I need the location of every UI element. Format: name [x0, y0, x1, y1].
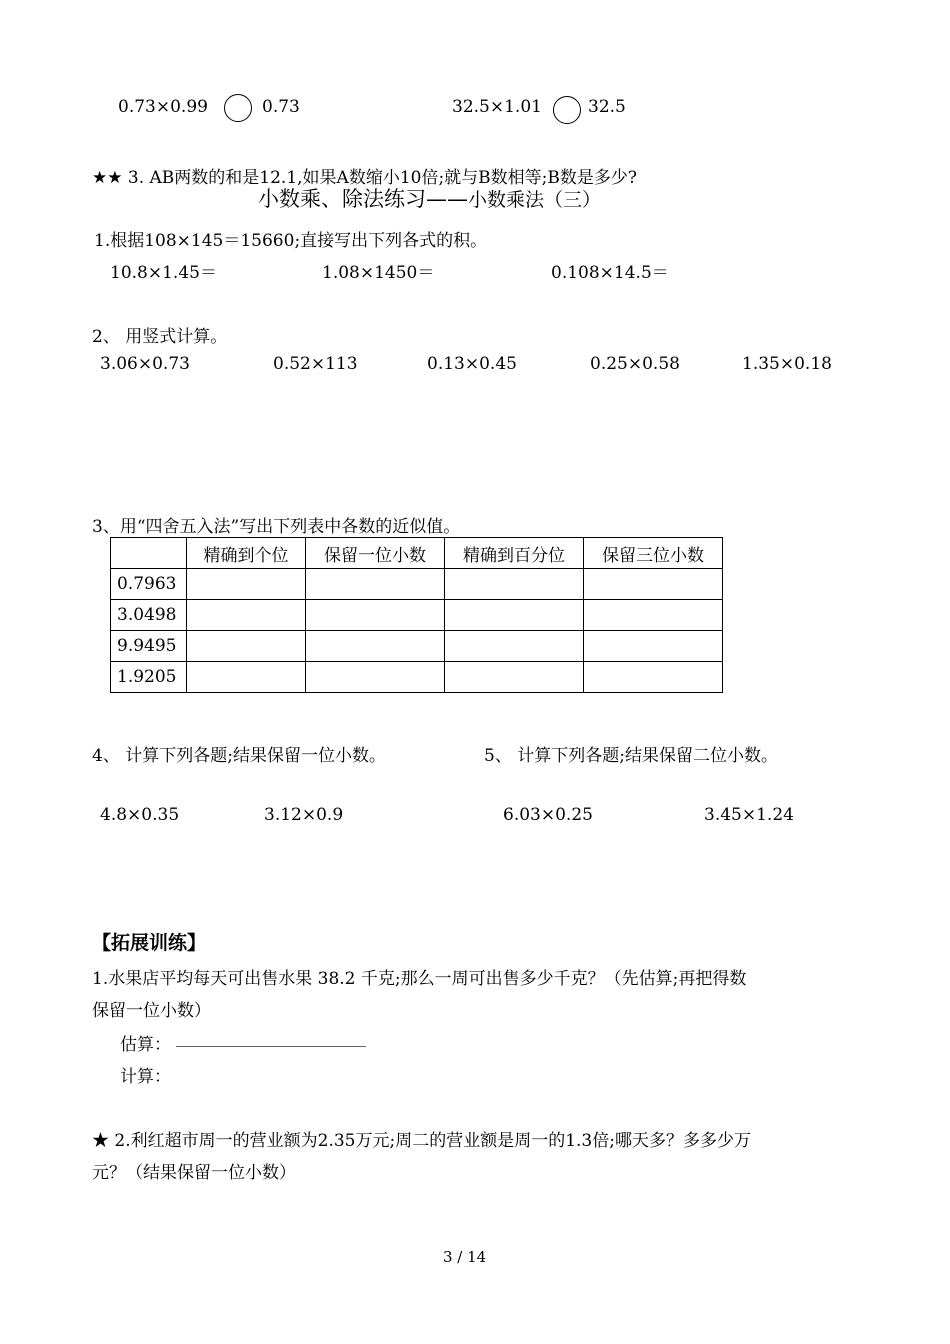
question-text: 3. AB两数的和是12.1,如果A数缩小10倍;就与B数相等;B数是多少? [127, 168, 638, 188]
q1-item: 0.108×14.5＝ [551, 263, 669, 283]
answer-cell[interactable] [584, 631, 723, 662]
question-4-text: 4、 计算下列各题;结果保留一位小数。 [92, 746, 386, 766]
answer-cell[interactable] [306, 600, 445, 631]
answer-cell[interactable] [584, 662, 723, 693]
page-number: 3 / 14 [443, 1248, 487, 1266]
extension-heading: 【拓展训练】 [92, 932, 207, 954]
table-header-cell: 保留一位小数 [306, 538, 445, 569]
question-2-text: 2、 用竖式计算。 [92, 327, 228, 347]
calculate-label: 计算： [120, 1067, 171, 1087]
q45-item: 3.45×1.24 [704, 805, 794, 825]
table-row [111, 631, 723, 662]
estimate-answer-line[interactable] [176, 1046, 366, 1047]
q2-item: 3.06×0.73 [100, 354, 190, 374]
section-title-sub: 小数乘法（三） [468, 189, 602, 211]
compare-left-rhs: 0.73 [262, 97, 300, 117]
section-title-main: 小数乘、除法练习—— [258, 187, 468, 211]
answer-cell[interactable] [187, 600, 306, 631]
answer-cell[interactable] [584, 569, 723, 600]
table-row-number: 9.9495 [111, 631, 187, 662]
answer-cell[interactable] [584, 600, 723, 631]
answer-cell[interactable] [187, 569, 306, 600]
q2-item: 0.13×0.45 [427, 354, 517, 374]
table-header-row [111, 538, 723, 569]
table-row-number: 0.7963 [111, 569, 187, 600]
table-row-number: 3.0498 [111, 600, 187, 631]
answer-cell[interactable] [306, 631, 445, 662]
compare-circle-blank[interactable] [224, 94, 252, 122]
extension-problem-2-line-2: 元？（结果保留一位小数） [92, 1163, 296, 1183]
table-header-cell: 精确到百分位 [445, 538, 584, 569]
compare-right-rhs: 32.5 [588, 97, 626, 117]
extension-problem-1-line-1: 1.水果店平均每天可出售水果 38.2 千克;那么一周可出售多少千克？（先估算;再把得数 [92, 969, 747, 989]
q2-item: 1.35×0.18 [742, 354, 832, 374]
answer-cell[interactable] [306, 662, 445, 693]
q1-item: 1.08×1450＝ [322, 263, 435, 283]
table-row-number: 1.9205 [111, 662, 187, 693]
extension-problem-1-line-2: 保留一位小数） [92, 1001, 211, 1021]
star-icon: ★★ [92, 168, 123, 188]
table-row [111, 569, 723, 600]
star-icon: ★ [92, 1131, 109, 1151]
table-header-cell: 保留三位小数 [584, 538, 723, 569]
answer-cell[interactable] [187, 631, 306, 662]
answer-cell[interactable] [445, 569, 584, 600]
answer-cell[interactable] [445, 600, 584, 631]
q45-item: 4.8×0.35 [100, 805, 180, 825]
table-row [111, 662, 723, 693]
q45-item: 6.03×0.25 [503, 805, 593, 825]
table-header-cell [111, 538, 187, 569]
q1-item: 10.8×1.45＝ [110, 263, 217, 283]
answer-cell[interactable] [445, 631, 584, 662]
answer-cell[interactable] [306, 569, 445, 600]
compare-right-expr: 32.5×1.01 [452, 97, 542, 117]
compare-circle-blank[interactable] [553, 96, 581, 124]
answer-cell[interactable] [445, 662, 584, 693]
extension-problem-2-line-1 [92, 1126, 751, 1151]
answer-cell[interactable] [187, 662, 306, 693]
estimate-label: 估算： [120, 1035, 171, 1055]
question-1-text: 1.根据108×145＝15660;直接写出下列各式的积。 [94, 231, 488, 251]
section-title [258, 183, 601, 213]
question-5-text: 5、 计算下列各题;结果保留二位小数。 [484, 746, 778, 766]
problem-2-text: 2.利红超市周一的营业额为2.35万元;周二的营业额是周一的1.3倍;哪天多？多多少万 [114, 1131, 751, 1151]
q2-item: 0.52×113 [273, 354, 358, 374]
table-row [111, 600, 723, 631]
question-3-text: 3、用“四舍五入法”写出下列表中各数的近似值。 [92, 517, 461, 537]
compare-left-expr: 0.73×0.99 [118, 97, 208, 117]
approximation-table [110, 537, 723, 693]
table-header-cell: 精确到个位 [187, 538, 306, 569]
q45-item: 3.12×0.9 [264, 805, 344, 825]
q2-item: 0.25×0.58 [590, 354, 680, 374]
